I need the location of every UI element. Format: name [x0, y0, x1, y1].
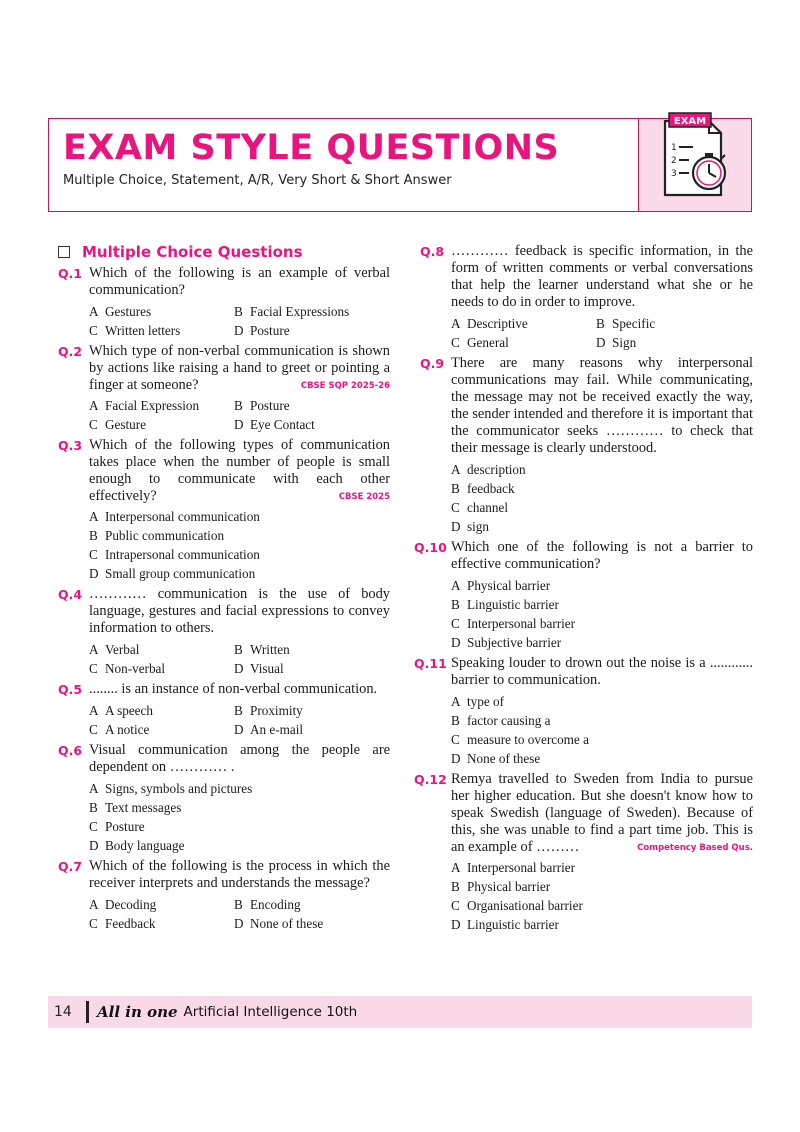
- question-number: Q.8: [420, 244, 445, 259]
- answer-option: [451, 692, 753, 711]
- option-letter: B: [451, 713, 460, 728]
- option-text: Encoding: [250, 897, 301, 912]
- option-letter: D: [89, 566, 99, 581]
- page-subtitle: Multiple Choice, Statement, A/R, Very Short & Short Answer: [63, 173, 452, 188]
- option-text: Posture: [105, 819, 145, 834]
- answer-option: [596, 333, 753, 352]
- answer-option: [89, 720, 234, 739]
- option-text: Proximity: [250, 703, 303, 718]
- answer-option: [234, 720, 390, 739]
- option-letter: A: [89, 398, 99, 413]
- option-text: Public communication: [105, 528, 225, 543]
- option-list: [451, 692, 753, 768]
- answer-option: [451, 614, 753, 633]
- question-text: There are many reasons why interpersonal communications may fail. While communicating, the message may not be received exactly the way, the sender intended and therefore it is important that the communicator seeks ………… to check that their message is clearly understood.: [451, 355, 753, 456]
- option-text: Written letters: [105, 323, 181, 338]
- question-item: [58, 586, 390, 678]
- answer-option: [89, 895, 234, 914]
- option-text: Linguistic barrier: [467, 597, 559, 612]
- option-text: type of: [467, 694, 504, 709]
- question-number: Q.3: [58, 438, 83, 453]
- option-letter: B: [451, 879, 460, 894]
- option-text: Facial Expressions: [250, 304, 350, 319]
- option-letter: C: [451, 898, 460, 913]
- answer-option: [234, 914, 390, 933]
- option-text: feedback: [467, 481, 515, 496]
- question-text: Visual communication among the people are dependent on ………… .: [89, 742, 390, 775]
- option-text: Posture: [250, 323, 290, 338]
- answer-option: [451, 633, 753, 652]
- answer-option: [89, 564, 390, 583]
- option-letter: D: [451, 751, 461, 766]
- answer-option: [89, 779, 390, 798]
- option-list: [89, 779, 390, 855]
- option-list: [451, 858, 753, 934]
- option-text: Gestures: [105, 304, 152, 319]
- right-column: [414, 243, 753, 937]
- question-text: Which one of the following is not a barrier to effective communication?: [451, 539, 753, 572]
- answer-option: [89, 526, 390, 545]
- option-letter: A: [89, 304, 99, 319]
- option-letter: C: [451, 616, 460, 631]
- answer-option: [451, 595, 753, 614]
- question-item: [414, 539, 753, 652]
- option-text: Intrapersonal communication: [105, 547, 260, 562]
- book-title: Artificial Intelligence 10th: [183, 1004, 358, 1020]
- question-item: [414, 655, 753, 768]
- option-letter: C: [89, 661, 98, 676]
- option-text: Interpersonal communication: [105, 509, 260, 524]
- answer-option: [451, 915, 753, 934]
- question-item: [58, 265, 390, 340]
- option-text: Physical barrier: [467, 578, 551, 593]
- option-list: [89, 701, 390, 739]
- question-number: Q.6: [58, 743, 83, 758]
- answer-option: [89, 302, 234, 321]
- option-text: Subjective barrier: [467, 635, 562, 650]
- answer-option: [451, 314, 596, 333]
- answer-option: [234, 640, 390, 659]
- option-letter: C: [451, 732, 460, 747]
- icon-number-3: 3: [671, 169, 677, 179]
- option-text: Linguistic barrier: [467, 917, 559, 932]
- footer-divider: [86, 1001, 89, 1023]
- option-text: Visual: [250, 661, 284, 676]
- option-letter: D: [451, 519, 461, 534]
- option-letter: A: [89, 642, 99, 657]
- answer-option: [89, 321, 234, 340]
- option-letter: A: [451, 462, 461, 477]
- question-number: Q.4: [58, 587, 83, 602]
- answer-option: [89, 396, 234, 415]
- answer-option: [451, 858, 753, 877]
- option-text: Specific: [612, 316, 656, 331]
- header-main: [49, 119, 638, 211]
- option-text: Physical barrier: [467, 879, 551, 894]
- question-item: [58, 681, 390, 739]
- option-text: None of these: [250, 916, 324, 931]
- option-text: Descriptive: [467, 316, 528, 331]
- answer-option: [234, 659, 390, 678]
- option-letter: B: [234, 703, 243, 718]
- left-question-list: [58, 265, 390, 933]
- option-letter: C: [451, 335, 460, 350]
- answer-option: [234, 396, 390, 415]
- option-text: A notice: [105, 722, 150, 737]
- answer-option: [89, 507, 390, 526]
- option-list: [451, 314, 753, 352]
- answer-option: [89, 659, 234, 678]
- option-letter: D: [234, 323, 244, 338]
- option-text: Verbal: [105, 642, 140, 657]
- answer-option: [596, 314, 753, 333]
- answer-option: [89, 836, 390, 855]
- section-checkbox-icon: [58, 246, 70, 258]
- question-number: Q.1: [58, 266, 83, 281]
- option-letter: A: [89, 703, 99, 718]
- option-letter: A: [451, 316, 461, 331]
- exam-clipboard-icon: [659, 111, 735, 201]
- option-text: Text messages: [105, 800, 182, 815]
- answer-option: [234, 701, 390, 720]
- question-text: Speaking louder to drown out the noise is a ............ barrier to communication.: [451, 655, 753, 688]
- option-text: factor causing a: [467, 713, 551, 728]
- option-letter: B: [89, 528, 98, 543]
- option-text: Eye Contact: [250, 417, 315, 432]
- icon-number-1: 1: [671, 143, 677, 153]
- option-list: [89, 640, 390, 678]
- option-letter: B: [234, 304, 243, 319]
- option-letter: D: [89, 838, 99, 853]
- option-letter: C: [89, 323, 98, 338]
- question-text: Which type of non-verbal communication is shown by actions like raising a hand to greet or pointing a finger at someone?: [89, 343, 390, 393]
- question-text: ………… communication is the use of body language, gestures and facial expressions to convey information to others.: [89, 586, 390, 636]
- right-question-list: [414, 243, 753, 934]
- option-text: description: [467, 462, 526, 477]
- option-text: Body language: [105, 838, 185, 853]
- header-icon-panel: [638, 116, 751, 211]
- answer-option: [89, 817, 390, 836]
- option-letter: B: [596, 316, 605, 331]
- option-letter: C: [89, 547, 98, 562]
- answer-option: [89, 415, 234, 434]
- option-letter: C: [89, 916, 98, 931]
- answer-option: [89, 640, 234, 659]
- option-letter: C: [89, 722, 98, 737]
- question-number: Q.10: [414, 540, 447, 555]
- option-text: measure to overcome a: [467, 732, 589, 747]
- answer-option: [451, 517, 753, 536]
- answer-option: [234, 321, 390, 340]
- question-item: [58, 437, 390, 583]
- option-text: General: [467, 335, 509, 350]
- question-number: Q.5: [58, 682, 83, 697]
- option-letter: A: [451, 694, 461, 709]
- option-text: Posture: [250, 398, 290, 413]
- option-letter: D: [234, 722, 244, 737]
- question-item: [58, 343, 390, 434]
- option-list: [89, 507, 390, 583]
- answer-option: [451, 711, 753, 730]
- option-letter: B: [234, 398, 243, 413]
- option-text: A speech: [105, 703, 153, 718]
- question-text: Which of the following is the process in which the receiver interprets and understands the message?: [89, 858, 390, 891]
- question-item: [420, 355, 753, 536]
- option-letter: B: [234, 642, 243, 657]
- option-letter: C: [89, 417, 98, 432]
- question-text: Remya travelled to Sweden from India to pursue her higher education. But she doesn't know how to speak Swedish (language of Sweden). Because of this, she was unable to find a part time job. This is an example of ………: [451, 771, 753, 855]
- option-text: sign: [467, 519, 489, 534]
- answer-option: [451, 749, 753, 768]
- option-text: Small group communication: [105, 566, 256, 581]
- option-letter: B: [234, 897, 243, 912]
- brand-logo: All in one: [97, 1003, 178, 1021]
- option-letter: D: [234, 661, 244, 676]
- option-letter: D: [596, 335, 606, 350]
- option-letter: B: [89, 800, 98, 815]
- question-text: Which of the following is an example of verbal communication?: [89, 265, 390, 298]
- option-letter: D: [234, 916, 244, 931]
- option-text: Sign: [612, 335, 637, 350]
- option-text: Feedback: [105, 916, 156, 931]
- answer-option: [89, 701, 234, 720]
- question-text: ………… feedback is specific information, in the form of written comments or verbal conversations that help the learner understand what she or he needs to do in order to improve.: [451, 243, 753, 310]
- question-number: Q.2: [58, 344, 83, 359]
- question-text: Which of the following types of communication takes place when the number of people is small enough to communicate with each other effectively?: [89, 437, 390, 504]
- option-letter: C: [451, 500, 460, 515]
- option-text: Facial Expression: [105, 398, 200, 413]
- option-text: Non-verbal: [105, 661, 166, 676]
- answer-option: [451, 576, 753, 595]
- answer-option: [451, 479, 753, 498]
- option-text: Organisational barrier: [467, 898, 583, 913]
- section-title: Multiple Choice Questions: [82, 243, 303, 261]
- option-letter: A: [451, 860, 461, 875]
- option-text: Written: [250, 642, 290, 657]
- page-footer: [48, 996, 752, 1028]
- option-list: [451, 576, 753, 652]
- option-text: Signs, symbols and pictures: [105, 781, 253, 796]
- option-letter: D: [451, 635, 461, 650]
- option-list: [89, 895, 390, 933]
- answer-option: [451, 460, 753, 479]
- option-letter: A: [89, 781, 99, 796]
- answer-option: [234, 895, 390, 914]
- option-list: [89, 396, 390, 434]
- answer-option: [234, 415, 390, 434]
- option-letter: B: [451, 597, 460, 612]
- icon-number-2: 2: [671, 156, 677, 166]
- answer-option: [234, 302, 390, 321]
- option-letter: D: [234, 417, 244, 432]
- answer-option: [451, 333, 596, 352]
- question-source-tag: Competency Based Qus.: [637, 843, 753, 853]
- option-list: [89, 302, 390, 340]
- answer-option: [89, 914, 234, 933]
- question-item: [58, 858, 390, 933]
- option-letter: A: [451, 578, 461, 593]
- answer-option: [451, 877, 753, 896]
- option-text: Interpersonal barrier: [467, 616, 576, 631]
- option-text: channel: [467, 500, 509, 515]
- option-text: Interpersonal barrier: [467, 860, 576, 875]
- question-source-tag: CBSE 2025: [338, 492, 390, 502]
- answer-option: [451, 730, 753, 749]
- question-number: Q.7: [58, 859, 83, 874]
- answer-option: [451, 498, 753, 517]
- question-item: [420, 243, 753, 352]
- section-heading: [58, 243, 390, 261]
- answer-option: [89, 545, 390, 564]
- question-number: Q.12: [414, 772, 447, 787]
- page-title: EXAM STYLE QUESTIONS: [63, 128, 560, 168]
- option-text: None of these: [467, 751, 541, 766]
- option-text: An e-mail: [250, 722, 304, 737]
- page-header: [48, 118, 752, 212]
- option-letter: C: [89, 819, 98, 834]
- exam-label: EXAM: [673, 116, 707, 127]
- answer-option: [451, 896, 753, 915]
- option-letter: A: [89, 897, 99, 912]
- question-item: [58, 742, 390, 855]
- answer-option: [89, 798, 390, 817]
- question-text: ........ is an instance of non-verbal communication.: [89, 681, 378, 697]
- option-letter: B: [451, 481, 460, 496]
- option-text: Gesture: [105, 417, 147, 432]
- page-number: 14: [54, 1004, 72, 1020]
- option-letter: A: [89, 509, 99, 524]
- option-list: [451, 460, 753, 536]
- question-source-tag: CBSE SQP 2025-26: [300, 381, 390, 391]
- question-number: Q.9: [420, 356, 445, 371]
- question-number: Q.11: [414, 656, 447, 671]
- option-letter: D: [451, 917, 461, 932]
- option-text: Decoding: [105, 897, 157, 912]
- question-item: [414, 771, 753, 934]
- left-column: [58, 243, 390, 936]
